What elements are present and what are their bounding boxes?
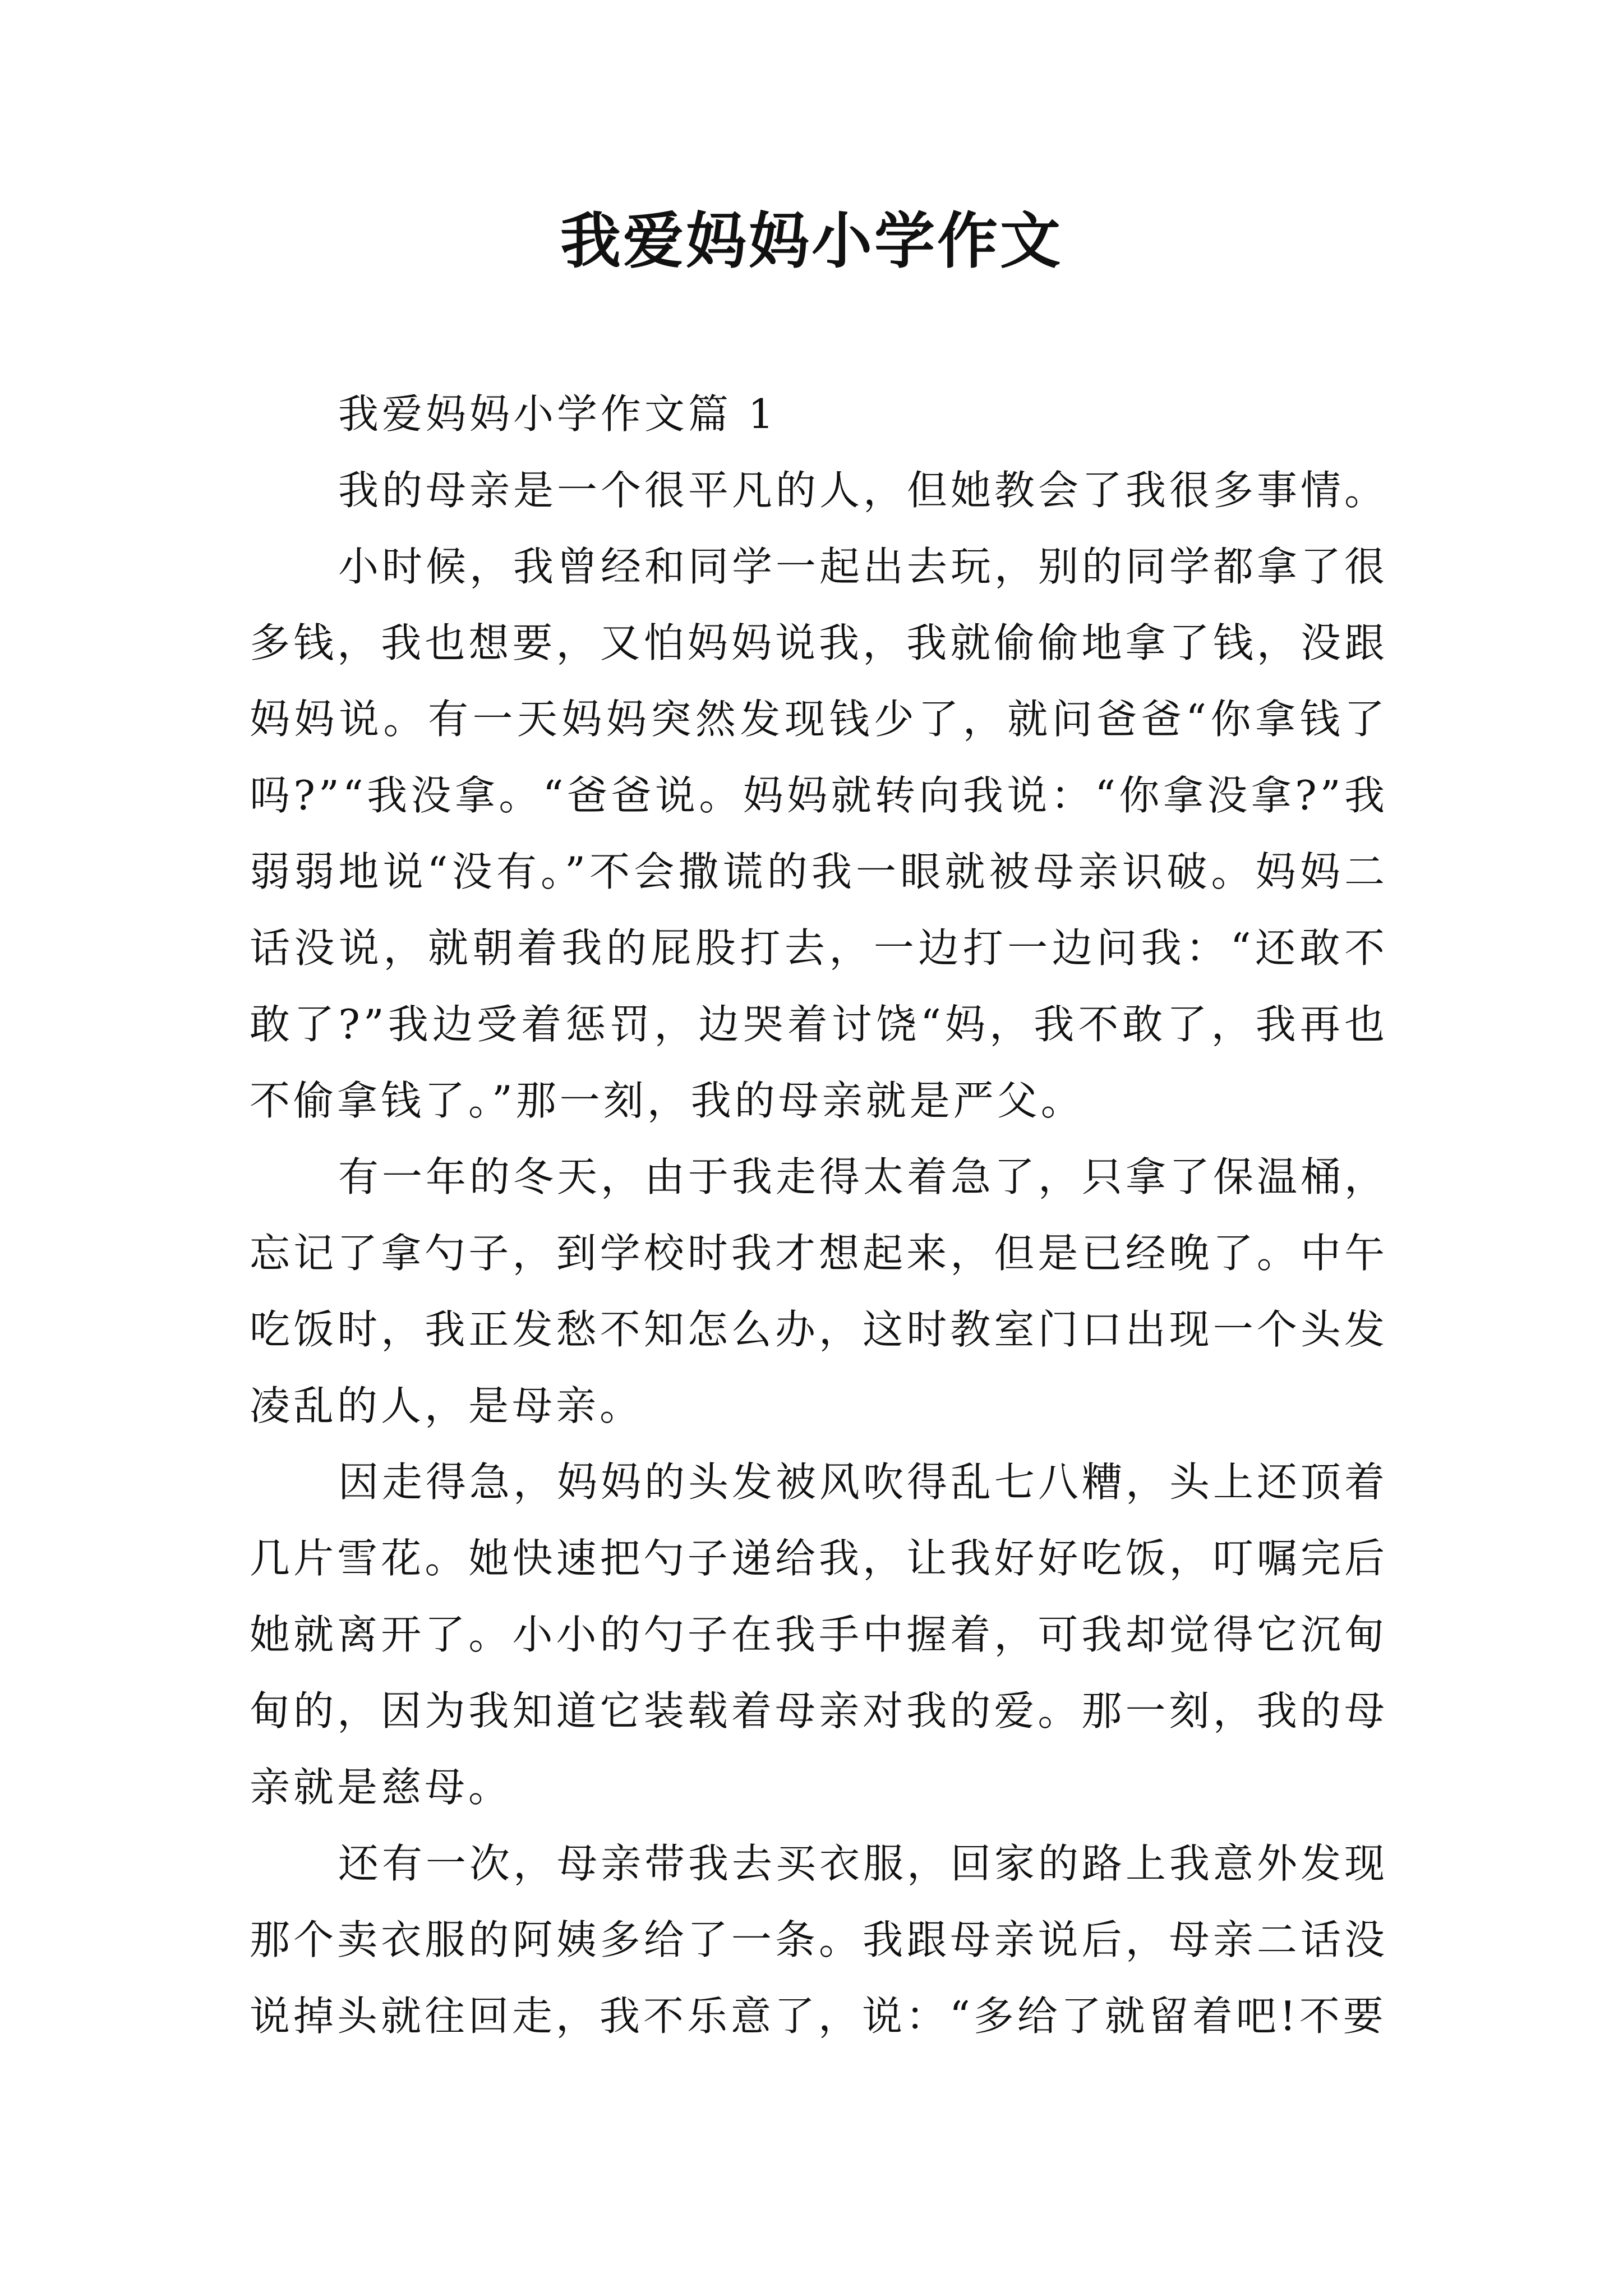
- document-title: 我爱妈妈小学作文: [560, 206, 1063, 277]
- paragraph: 小时候，我曾经和同学一起出去玩，别的同学都拿了很多钱，我也想要，又怕妈妈说我，我就偷偷地拿了钱，没跟妈妈说。有一天妈妈突然发现钱少了，就问爸爸“你拿钱了吗?”“我没拿。“爸爸说。妈妈就转向我说：“你拿没拿?”我弱弱地说“没有。”不会撒谎的我一眼就被母亲识破。妈妈二话没说，就朝着我的屁股打去，一边打一边问我：“还敢不敢了?”我边受着惩罚，边哭着讨饶“妈，我不敢了，我再也不偷拿钱了。”那一刻，我的母亲就是严父。: [250, 543, 1389, 1124]
- paragraph: 有一年的冬天，由于我走得太着急了，只拿了保温桶，忘记了拿勺子，到学校时我才想起来，但是已经晚了。中午吃饭时，我正发愁不知怎么办，这时教室门口出现一个头发凌乱的人，是母亲。: [250, 1153, 1389, 1429]
- paragraph: 因走得急，妈妈的头发被风吹得乱七八糟，头上还顶着几片雪花。她快速把勺子递给我，让我好好吃饭，叮嘱完后她就离开了。小小的勺子在我手中握着，可我却觉得它沉甸甸的，因为我知道它装载着母亲对我的爱。那一刻，我的母亲就是慈母。: [250, 1458, 1389, 1811]
- document-body: [250, 376, 1388, 2054]
- paragraph: 我的母亲是一个很平凡的人，但她教会了我很多事情。: [338, 467, 1389, 514]
- paragraph: 还有一次，母亲带我去买衣服，回家的路上我意外发现那个卖衣服的阿姨多给了一条。我跟母亲说后，母亲二话没说掉头就往回走，我不乐意了，说：“多给了就留着吧!不要: [250, 1840, 1389, 2040]
- section-heading: 我爱妈妈小学作文篇 1: [338, 390, 777, 438]
